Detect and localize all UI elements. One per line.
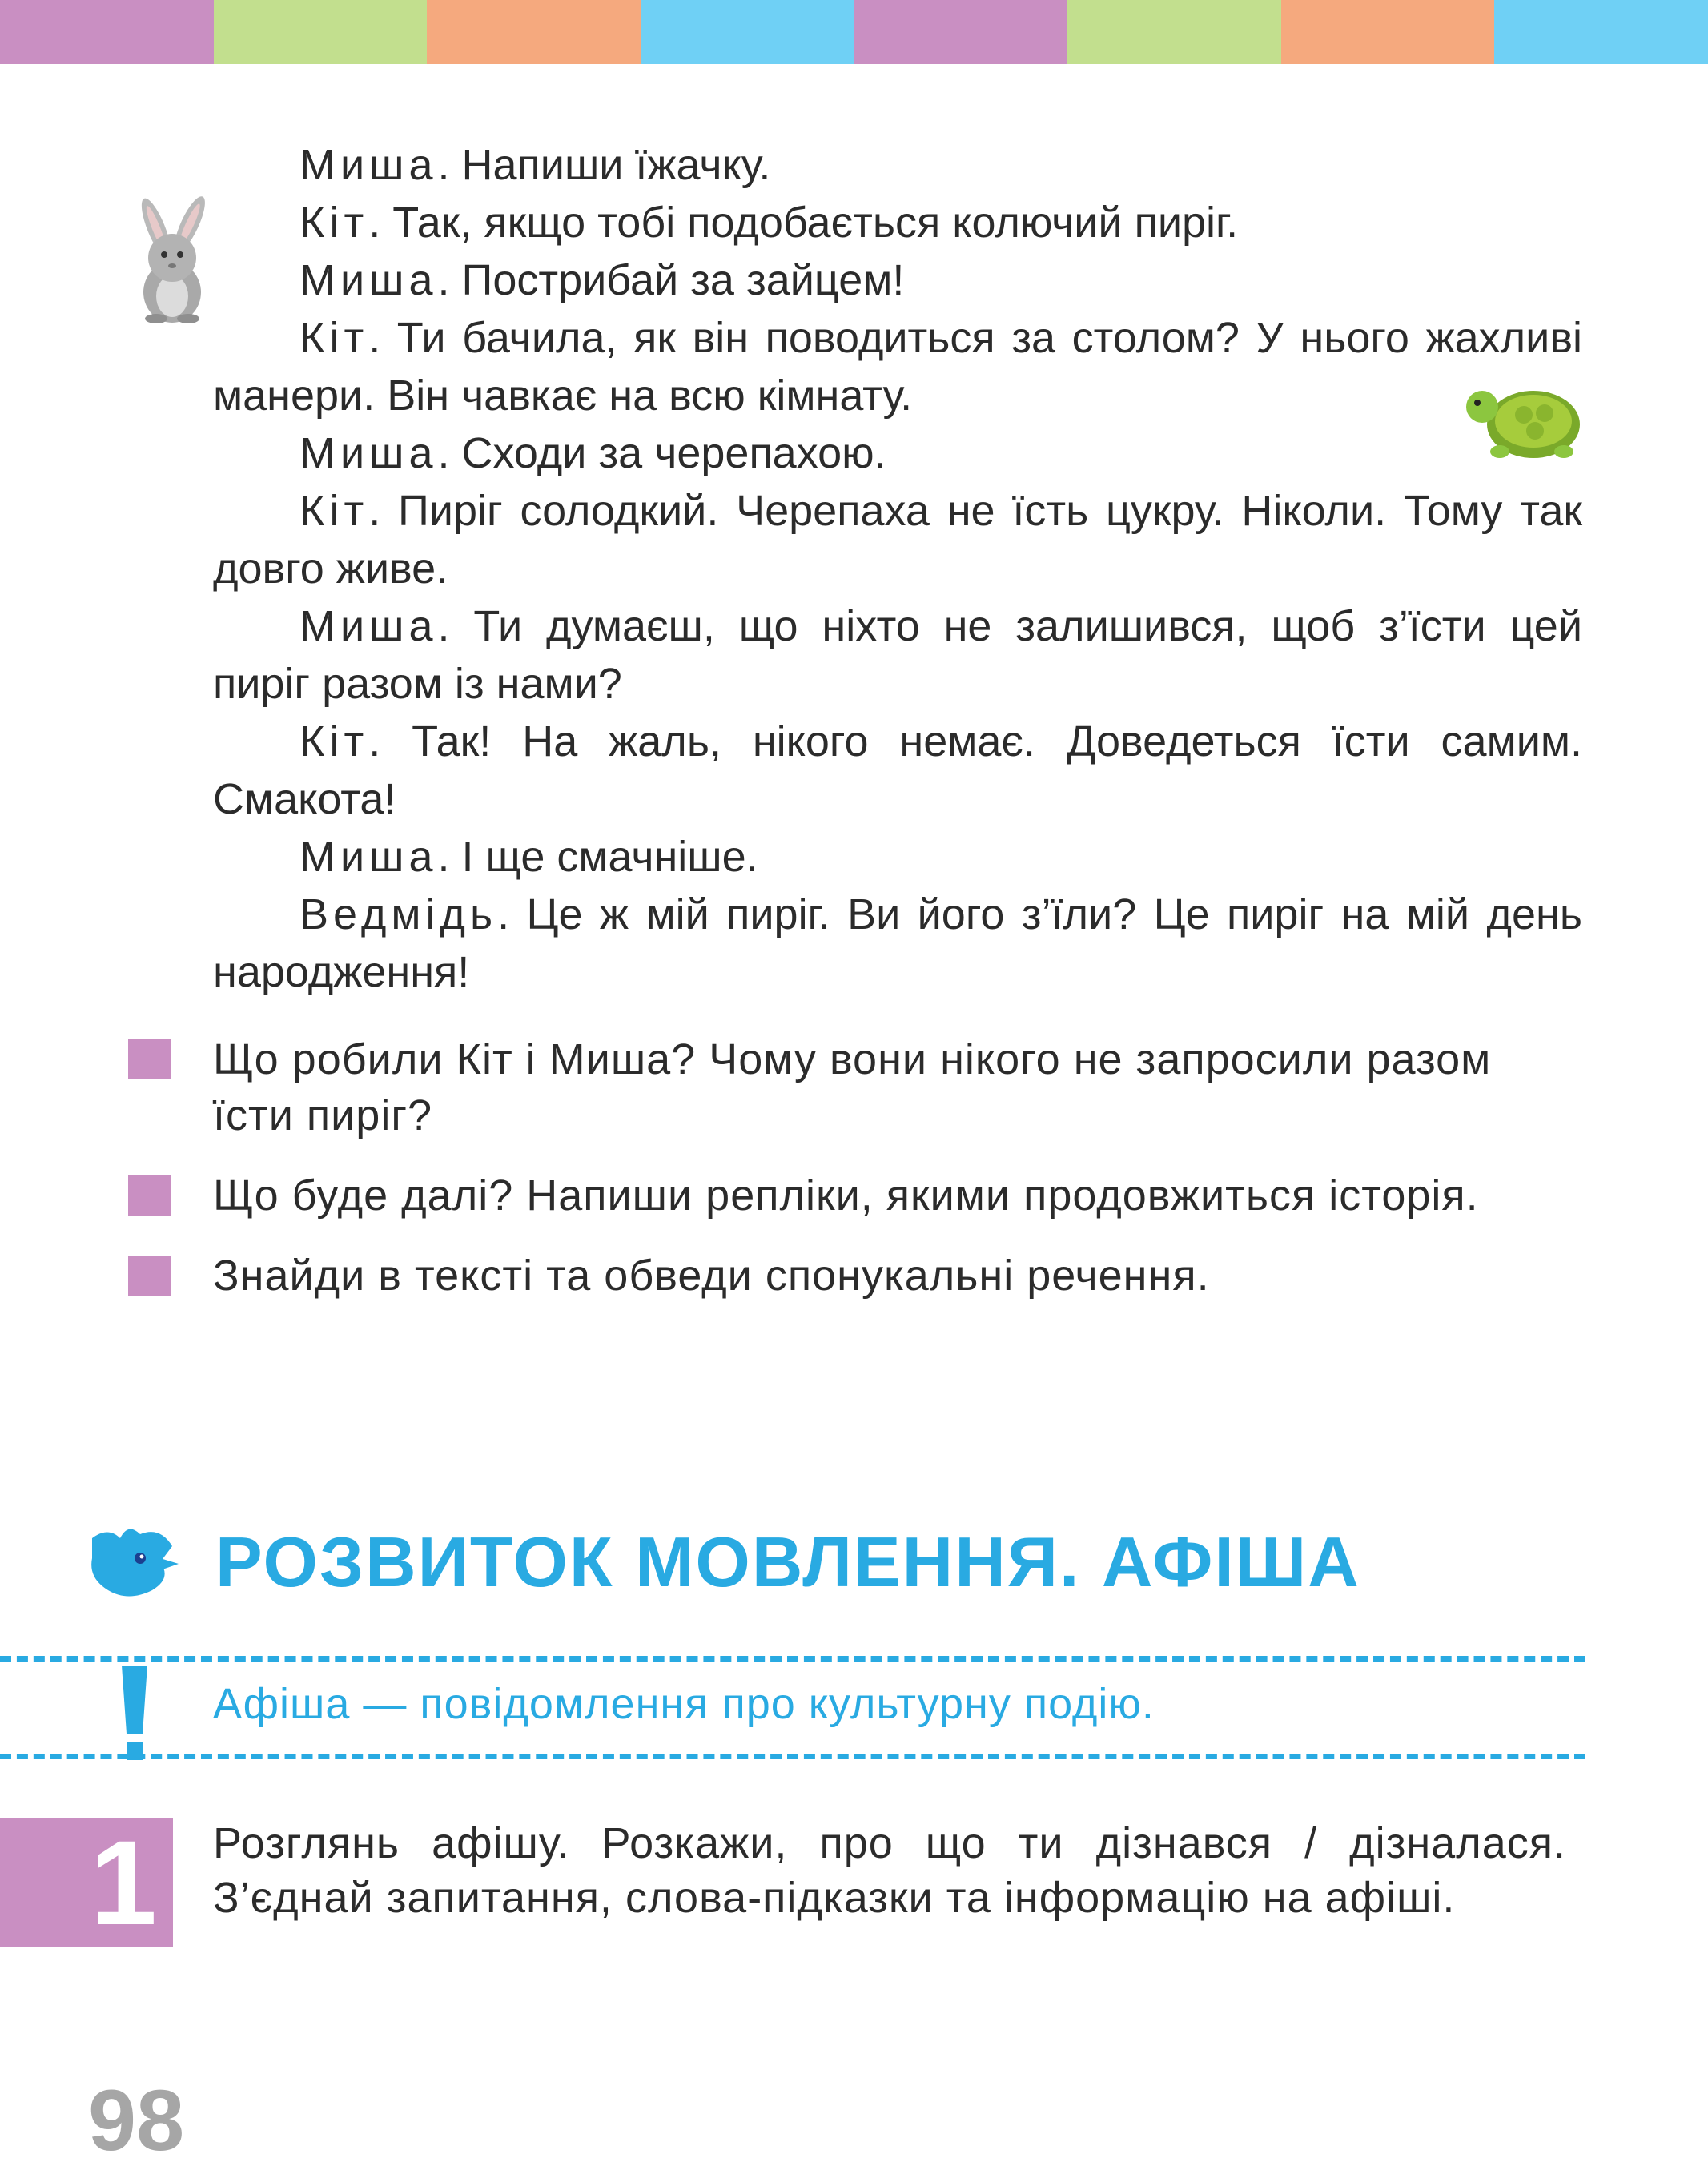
dialogue-line bbox=[213, 194, 1582, 251]
line-text: . Це ж мій пиріг. Ви його з’їли? Це пиріг на мій день народження! bbox=[213, 890, 1582, 996]
line-text: . Ти бачила, як він поводиться за столом? У нього жахливі манери. Він чавкає на всю кімнату. bbox=[213, 314, 1582, 420]
task-number-box bbox=[0, 1814, 173, 1950]
speaker-name: Миша bbox=[299, 256, 438, 304]
speaker-name: Миша bbox=[299, 602, 438, 650]
speaker-name: Кіт bbox=[299, 717, 369, 766]
dashed-line-bottom bbox=[0, 1754, 1585, 1759]
speaker-name: Миша bbox=[299, 141, 438, 189]
dialogue-line bbox=[213, 136, 1582, 194]
speaker-name: Кіт bbox=[299, 314, 369, 362]
stripe-segment bbox=[1067, 0, 1281, 64]
speaker-name: Миша bbox=[299, 429, 438, 477]
stripe-segment bbox=[641, 0, 854, 64]
task-text: Розглянь афішу. Розкажи, про що ти дізнався / дізналася. З’єднай запитання, слова-підказки та інформацію на афіші. bbox=[213, 1819, 1566, 1922]
line-text: . Пиріг солодкий. Черепаха не їсть цукру. Ніколи. Тому так довго живе. bbox=[213, 487, 1582, 593]
dialogue-line bbox=[213, 597, 1582, 713]
pink-square-marker bbox=[128, 1175, 171, 1216]
question-text: Що буде далі? Напиши репліки, якими продовжиться історія. bbox=[213, 1171, 1479, 1220]
exclamation-icon bbox=[119, 1666, 151, 1762]
dashed-line-top bbox=[0, 1656, 1585, 1662]
stripe-segment bbox=[214, 0, 428, 64]
bird-icon bbox=[84, 1522, 180, 1602]
stripe-segment bbox=[854, 0, 1068, 64]
line-text: . Напиши їжачку. bbox=[437, 141, 771, 189]
line-text: . Сходи за черепахою. bbox=[437, 429, 886, 477]
dialogue-line bbox=[213, 251, 1582, 309]
stripe-segment bbox=[0, 0, 214, 64]
page-number: 98 bbox=[88, 2072, 185, 2168]
section-heading bbox=[84, 1521, 1360, 1603]
color-stripe-bar bbox=[0, 0, 1708, 64]
dialogue-line bbox=[213, 424, 1582, 482]
question-text: Знайди в тексті та обведи спонукальні речення. bbox=[213, 1252, 1210, 1300]
dialogue-line bbox=[213, 482, 1582, 597]
line-text: . І ще смачніше. bbox=[437, 833, 758, 881]
section-title: РОЗВИТОК МОВЛЕННЯ. АФІША bbox=[215, 1522, 1360, 1601]
definition-text: Афіша — повідомлення про культурну подію. bbox=[213, 1680, 1155, 1728]
pink-square-marker bbox=[128, 1256, 171, 1296]
line-text: . Ти думаєш, що ніхто не залишився, щоб з’їсти цей пиріг разом із нами? bbox=[213, 602, 1582, 708]
speaker-name: Ведмідь bbox=[299, 890, 498, 938]
question-item bbox=[128, 1248, 1537, 1304]
question-list bbox=[128, 1031, 1537, 1328]
pink-square-marker bbox=[128, 1039, 171, 1079]
line-text: . Так, якщо тобі подобається колючий пиріг. bbox=[368, 199, 1239, 247]
line-text: . Так! На жаль, нікого немає. Доведеться їсти самим. Смакота! bbox=[213, 717, 1582, 823]
speaker-name: Кіт bbox=[299, 199, 369, 247]
question-item bbox=[128, 1167, 1537, 1224]
speaker-name: Кіт bbox=[299, 487, 369, 535]
dialogue-text bbox=[213, 136, 1582, 1001]
stripe-segment bbox=[427, 0, 641, 64]
question-item bbox=[128, 1031, 1537, 1143]
dialogue-line bbox=[213, 886, 1582, 1001]
stripe-segment bbox=[1281, 0, 1495, 64]
dialogue-line bbox=[213, 309, 1582, 424]
dialogue-line bbox=[213, 828, 1582, 886]
speaker-name: Миша bbox=[299, 833, 438, 881]
line-text: . Пострибай за зайцем! bbox=[437, 256, 905, 304]
question-text: Що робили Кіт і Миша? Чому вони нікого не запросили разом їсти пиріг? bbox=[213, 1035, 1492, 1139]
stripe-segment bbox=[1494, 0, 1708, 64]
dialogue-line bbox=[213, 713, 1582, 828]
task-number: 1 bbox=[90, 1814, 157, 1950]
bunny-illustration bbox=[124, 192, 220, 324]
